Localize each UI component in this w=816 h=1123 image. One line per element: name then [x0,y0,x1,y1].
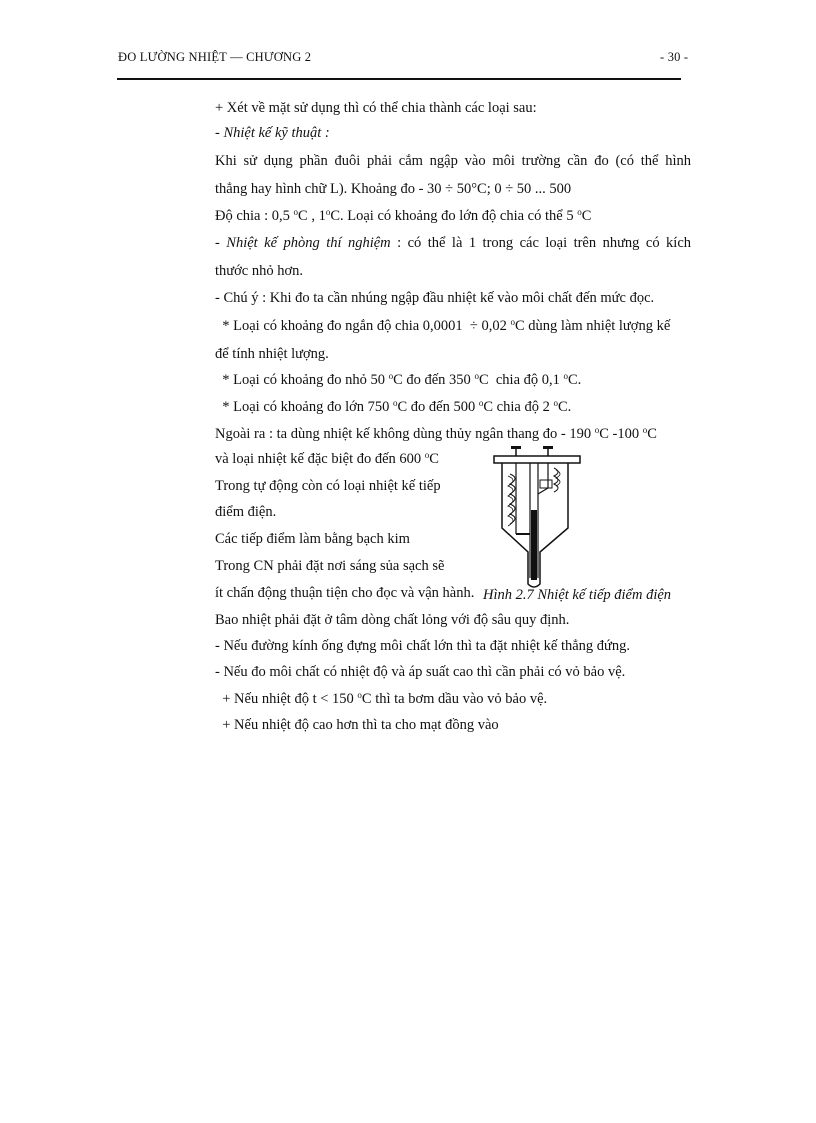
text-line: * Loại có khoảng đo nhỏ 50 $^o$C đo đến 350 $^o$C chia độ 0,1 $^o$C. [215,371,582,388]
text-line: Bao nhiệt phải đặt ở tâm dòng chất lỏng với độ sâu quy định. [215,612,570,628]
text-line: Các tiếp điểm làm bằng bạch kim [215,531,410,547]
text-line: Độ chia : 0,5 $^o$C , 1$^o$C. Loại có khoảng đo lớn độ chia có thể 5 $^o$C [215,207,592,224]
header-divider [117,78,681,80]
text-line: - Nếu đo môi chất có nhiệt độ và áp suất cao thì cần phải có vỏ bảo vệ. [215,664,626,680]
text-line: + Xét về mặt sử dụng thì có thể chia thành các loại sau: [215,100,537,116]
text-line: - Nếu đường kính ống đựng môi chất lớn thì ta đặt nhiệt kế thẳng đứng. [215,638,631,654]
text-line: và loại nhiệt kế đặc biệt đo đến 600 $^o$C [215,450,439,467]
text-line: - Chú ý : Khi đo ta cần nhúng ngập đầu nhiệt kế vào môi chất đến mức đọc. [215,290,655,306]
text-line: * Loại có khoảng đo ngắn độ chia 0,0001 ÷ 0,02 $^o$C dùng làm nhiệt lượng kế [215,317,671,334]
text-line: Trong tự động còn có loại nhiệt kế tiếp [215,478,441,494]
text-line: + Nếu nhiệt độ t < 150 $^o$C thì ta bơm dầu vào vỏ bảo vệ. [215,690,548,707]
page-number: - 30 - [660,50,689,64]
text-line: ít chấn động thuận tiện cho đọc và vận hành. [215,585,475,601]
text-line: điểm điện. [215,504,277,520]
text-line: thẳng hay hình chữ L). Khoảng đo - 30 ÷ 50°C; 0 ÷ 50 ... 500 [215,181,572,197]
text-line: Trong CN phải đặt nơi sáng sủa sạch sẽ [215,558,445,574]
text-line: Khi sử dụng phần đuôi phải cắm ngập vào môi trường cần đo (có thể hình [215,153,691,169]
contact-thermometer-illustration [488,444,588,594]
subheading-technical-thermometer: - Nhiệt kế kỹ thuật : [215,125,330,141]
text-line: Ngoài ra : ta dùng nhiệt kế không dùng thủy ngân thang đo - 190 $^o$C -100 $^o$C [215,425,657,442]
figure-caption: Hình 2.7 Nhiệt kế tiếp điểm điện [483,587,672,603]
text-line: để tính nhiệt lượng. [215,346,329,362]
text-line: + Nếu nhiệt độ cao hơn thì ta cho mạt đồng vào [215,717,499,733]
text-line: thước nhỏ hơn. [215,263,304,279]
running-header-title: ĐO LƯỜNG NHIỆT — CHƯƠNG 2 [118,50,312,64]
text-line: - Nhiệt kế phòng thí nghiệm : có thể là 1 trong các loại trên nhưng có kích [215,235,692,251]
text-line: * Loại có khoảng đo lớn 750 $^o$C đo đến 500 $^o$C chia độ 2 $^o$C. [215,398,572,415]
